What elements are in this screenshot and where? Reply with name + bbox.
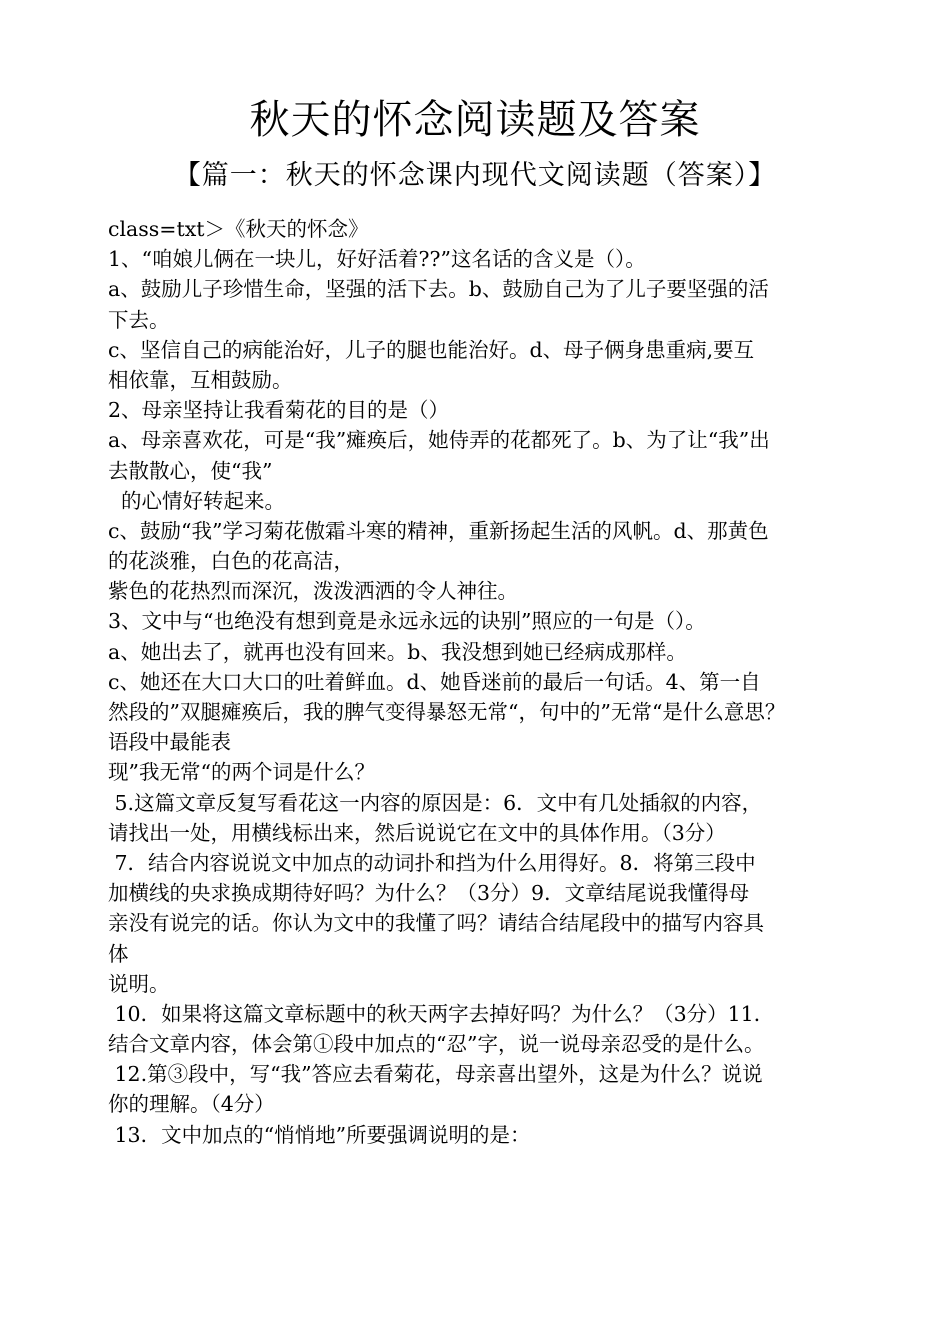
text-line: 结合文章内容，体会第①段中加点的“忍”字，说一说母亲忍受的是什么。	[108, 1032, 765, 1057]
text-line: 语段中最能表	[108, 730, 231, 755]
text-line: 你的理解。（4分）	[108, 1092, 275, 1117]
text-line: 体	[108, 941, 129, 966]
text-line: 去散散心，使“我”	[108, 458, 273, 483]
document-subtitle: 【篇一：秋天的怀念课内现代文阅读题（答案）】	[173, 160, 777, 191]
text-line: a、母亲喜欢花，可是“我”瘫痪后，她侍弄的花都死了。b、为了让“我”出	[108, 428, 770, 453]
text-line: 3、文中与“也绝没有想到竟是永远永远的诀别”照应的一句是（）。	[108, 609, 706, 634]
text-line: 加横线的央求换成期待好吗？为什么？（3分）9．文章结尾说我懂得母	[108, 881, 750, 906]
document-body	[108, 214, 868, 1150]
text-line: 亲没有说完的话。你认为文中的我懂了吗？请结合结尾段中的描写内容具	[108, 911, 764, 936]
text-line: 的花淡雅，白色的花高洁，	[108, 549, 354, 574]
text-line: 下去。	[108, 307, 170, 332]
text-line: 10．如果将这篇文章标题中的秋天两字去掉好吗？为什么？（3分）11．	[108, 1001, 775, 1026]
text-line: 相依靠，互相鼓励。	[108, 367, 293, 392]
text-line: 1、“咱娘儿俩在一块儿，好好活着??”这名话的含义是（）。	[108, 247, 646, 272]
text-line: c、她还在大口大口的吐着鲜血。d、她昏迷前的最后一句话。4、第一自	[108, 669, 761, 694]
text-line: a、鼓励儿子珍惜生命，坚强的活下去。b、鼓励自己为了儿子要坚强的活	[108, 277, 769, 302]
text-line: 请找出一处，用横线标出来，然后说说它在文中的具体作用。（3分）	[108, 820, 726, 845]
text-line: 13．文中加点的“悄悄地”所要强调说明的是：	[108, 1122, 531, 1147]
text-line: c、坚信自己的病能治好，儿子的腿也能治好。d、母子俩身患重病,要互	[108, 337, 755, 362]
text-line: 紫色的花热烈而深沉，泼泼洒洒的令人神往。	[108, 579, 518, 604]
text-line: 说明。	[108, 971, 170, 996]
text-line: 的心情好转起来。	[108, 488, 286, 513]
text-line: 7．结合内容说说文中加点的动词扑和挡为什么用得好。8．将第三段中	[108, 850, 756, 875]
text-line: 然段的”双腿瘫痪后，我的脾气变得暴怒无常“，句中的”无常“是什么意思？	[108, 700, 786, 724]
text-line: 现”我无常“的两个词是什么？	[108, 760, 375, 785]
text-line: a、她出去了，就再也没有回来。b、我没想到她已经病成那样。	[108, 639, 687, 664]
document-title: 秋天的怀念阅读题及答案	[249, 97, 701, 143]
text-line: 5.这篇文章反复写看花这一内容的原因是：6．文中有几处插叙的内容，	[108, 790, 763, 815]
text-line: 12.第③段中，写“我”答应去看菊花，母亲喜出望外，这是为什么？说说	[108, 1062, 763, 1087]
text-line: class=txt＞《秋天的怀念》	[108, 217, 369, 241]
text-line: c、鼓励“我”学习菊花傲霜斗寒的精神，重新扬起生活的风帆。d、那黄色	[108, 518, 769, 543]
text-line: 2、母亲坚持让我看菊花的目的是（）	[108, 398, 450, 423]
